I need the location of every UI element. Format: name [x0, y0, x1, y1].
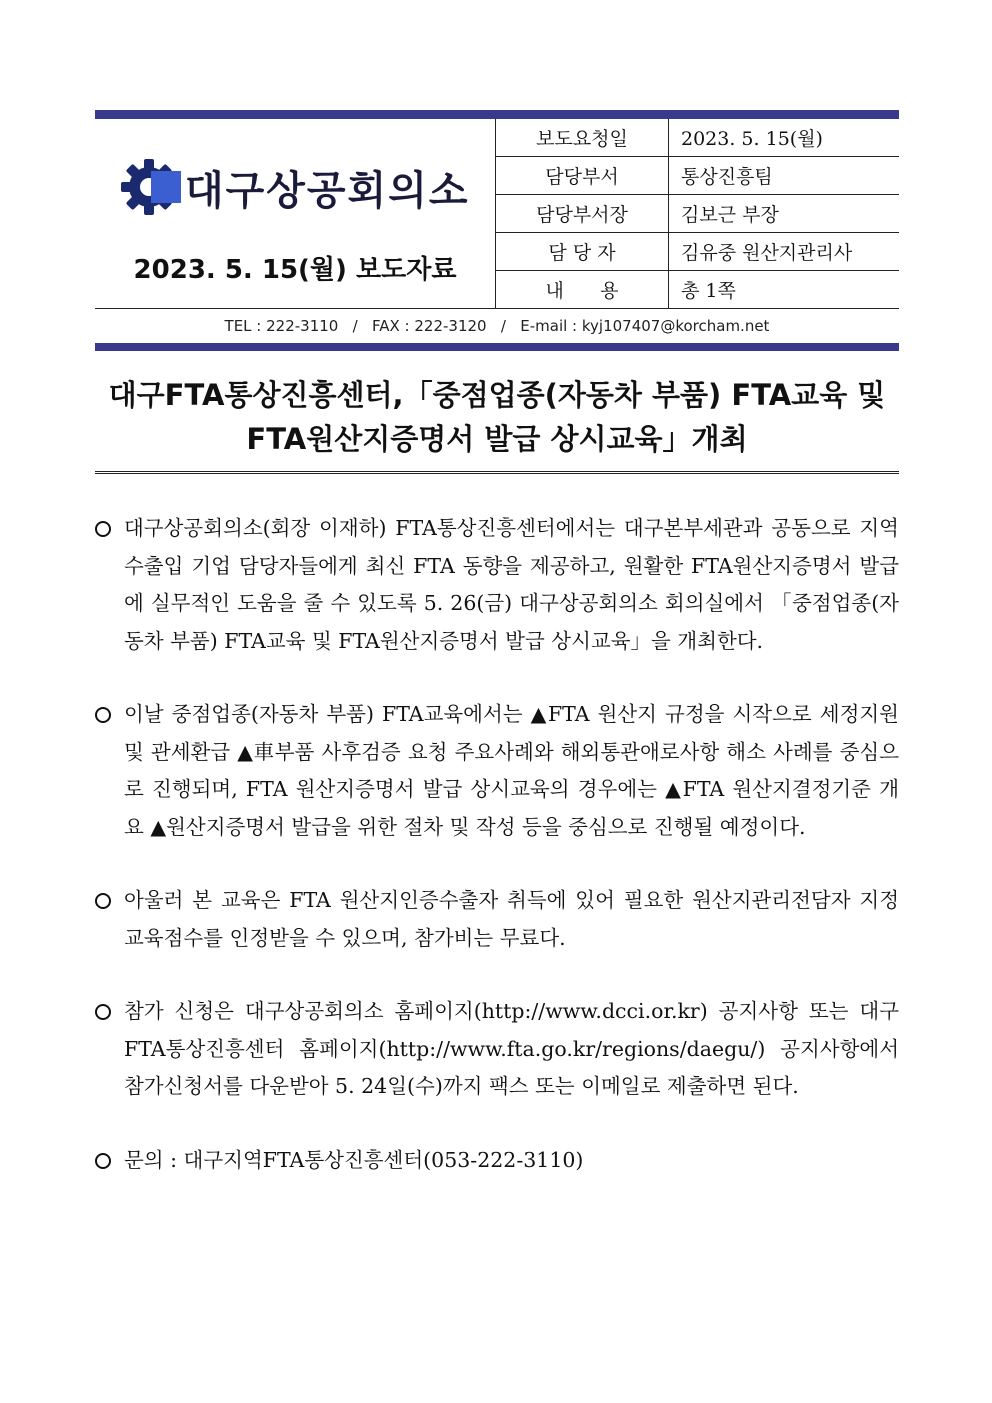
top-accent-bar — [95, 110, 899, 119]
paragraph-text: 참가 신청은 대구상공회의소 홈페이지(http://www.dcci.or.kr) 공지사항 또는 대구FTA통상진흥센터 홈페이지(http://www.fta.go.kr/regions/daegu/) 공지사항에서 참가신청서를 다운받아 5. 24일(수)까지 팩스 또는 이메일로 제출하면 된다. — [124, 999, 899, 1098]
bottom-accent-bar — [95, 343, 899, 351]
info-value: 2023. 5. 15(월) — [669, 119, 900, 156]
info-value: 통상진흥팀 — [669, 156, 900, 194]
body-paragraph — [95, 696, 899, 846]
header-left — [95, 119, 495, 308]
info-key: 담 당 자 — [496, 232, 669, 270]
release-date: 2023. 5. 15(월) 보도자료 — [133, 255, 457, 285]
hollow-circle-bullet-icon — [95, 1153, 111, 1169]
info-key: 담당부서 — [496, 156, 669, 194]
title-line-1: 대구FTA통상진흥센터,「중점업종(자동차 부품) FTA교육 및 — [108, 378, 886, 412]
release-title — [95, 373, 899, 474]
org-logo — [117, 155, 469, 219]
gear-logo-icon — [117, 155, 181, 219]
hollow-circle-bullet-icon — [95, 521, 111, 537]
body-paragraph — [95, 882, 899, 957]
info-value: 총 1쪽 — [681, 279, 736, 302]
info-value: 김보근 부장 — [669, 194, 900, 232]
info-row — [496, 232, 900, 270]
info-row — [496, 156, 900, 194]
hollow-circle-bullet-icon — [95, 1004, 111, 1020]
body-paragraph — [95, 1142, 899, 1180]
info-row — [496, 194, 900, 232]
body-paragraph — [95, 510, 899, 660]
info-key: 담당부서장 — [496, 194, 669, 232]
title-line-2: FTA원산지증명서 발급 상시교육」개최 — [246, 422, 748, 456]
hollow-circle-bullet-icon — [95, 707, 111, 723]
release-header — [95, 119, 899, 309]
release-body — [95, 510, 899, 1179]
info-key: 내 용 — [496, 270, 669, 308]
info-row — [496, 270, 900, 308]
press-release-page — [95, 110, 899, 1215]
paragraph-text: 대구상공회의소(회장 이재하) FTA통상진흥센터에서는 대구본부세관과 공동으로 지역 수출입 기업 담당자들에게 최신 FTA 동향을 제공하고, 원활한 FTA원산지증명서 발급에 실무적인 도움을 줄 수 있도록 5. 26(금) 대구상공회의소 회의실에서 「중점업종(자동차 부품) FTA교육 및 FTA원산지증명서 발급 상시교육」을 개최한다. — [124, 516, 899, 653]
body-paragraph — [95, 993, 899, 1106]
info-row — [496, 119, 900, 156]
paragraph-text: 이날 중점업종(자동차 부품) FTA교육에서는 ▲FTA 원산지 규정을 시작으로 세정지원 및 관세환급 ▲車부품 사후검증 요청 주요사례와 해외통관애로사항 해소 사례를 중심으로 진행되며, FTA 원산지증명서 발급 상시교육의 경우에는 ▲FTA 원산지결정기준 개요 ▲원산지증명서 발급을 위한 절차 및 작성 등을 중심으로 진행될 예정이다. — [124, 702, 899, 839]
hollow-circle-bullet-icon — [95, 893, 111, 909]
paragraph-text: 문의 : 대구지역FTA통상진흥센터(053-222-3110) — [124, 1147, 584, 1172]
contact-line: TEL : 222-3110 / FAX : 222-3120 / E-mail : kyj107407@korcham.net — [224, 317, 770, 335]
info-key: 보도요청일 — [496, 119, 669, 156]
paragraph-text: 아울러 본 교육은 FTA 원산지인증수출자 취득에 있어 필요한 원산지관리전담자 지정 교육점수를 인정받을 수 있으며, 참가비는 무료다. — [124, 888, 899, 950]
release-info-table — [495, 119, 899, 308]
info-value: 김유중 원산지관리사 — [669, 232, 900, 270]
org-name: 대구상공회의소 — [185, 167, 470, 214]
